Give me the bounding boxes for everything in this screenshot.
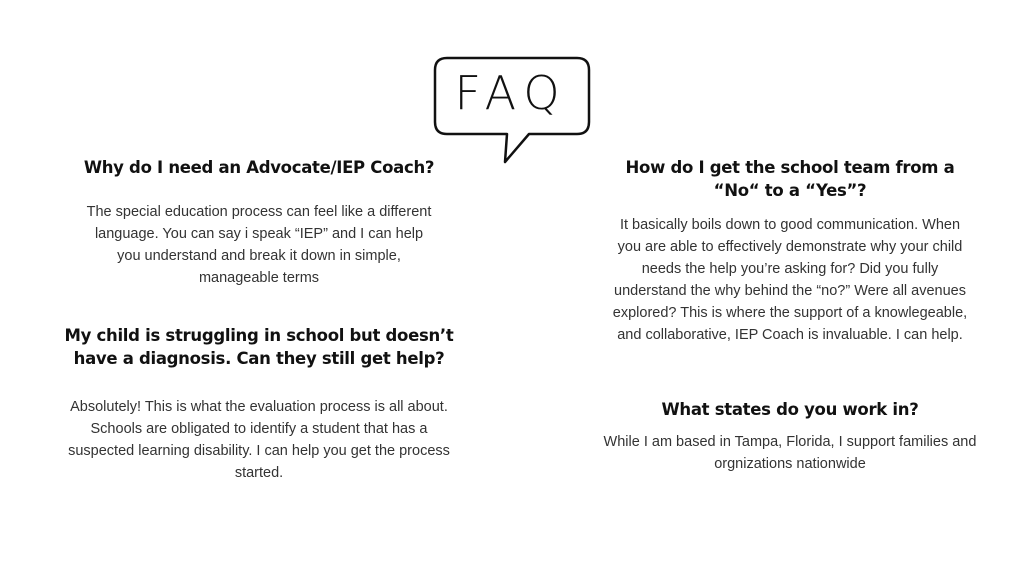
faq-item-states [600, 398, 980, 475]
faq-answer: It basically boils down to good communication. When you are able to effectively demonstrate why your child needs the help you’re asking for? Did you fully understand the why behind the “no?” Were all avenues explored? This is where the support of a knowlegeable, and collaborative, IEP Coach is invaluable. I can help. [612, 217, 968, 343]
faq-question: My child is struggling in school but doesn’t have a diagnosis. Can they still get help? [64, 326, 454, 368]
page-title: FAQ [454, 66, 568, 120]
faq-answer: While I am based in Tampa, Florida, I support families and orgnizations nationwide [603, 434, 977, 472]
faq-item-diagnosis [58, 324, 460, 484]
faq-speech-bubble [433, 56, 591, 166]
faq-item-no-to-yes [605, 156, 975, 346]
faq-question: Why do I need an Advocate/IEP Coach? [83, 158, 435, 177]
faq-item-advocate [70, 156, 448, 289]
faq-question: How do I get the school team from a “No“ to a “Yes”? [625, 158, 955, 200]
faq-answer: Absolutely! This is what the evaluation process is all about. Schools are obligated to identify a student that has a suspected learning disability. I can help you get the process started. [68, 399, 450, 481]
faq-question: What states do you work in? [661, 400, 919, 419]
faq-answer: The special education process can feel like a different language. You can say i speak “IEP” and I can help you understand and break it down in simple, manageable terms [86, 204, 432, 286]
